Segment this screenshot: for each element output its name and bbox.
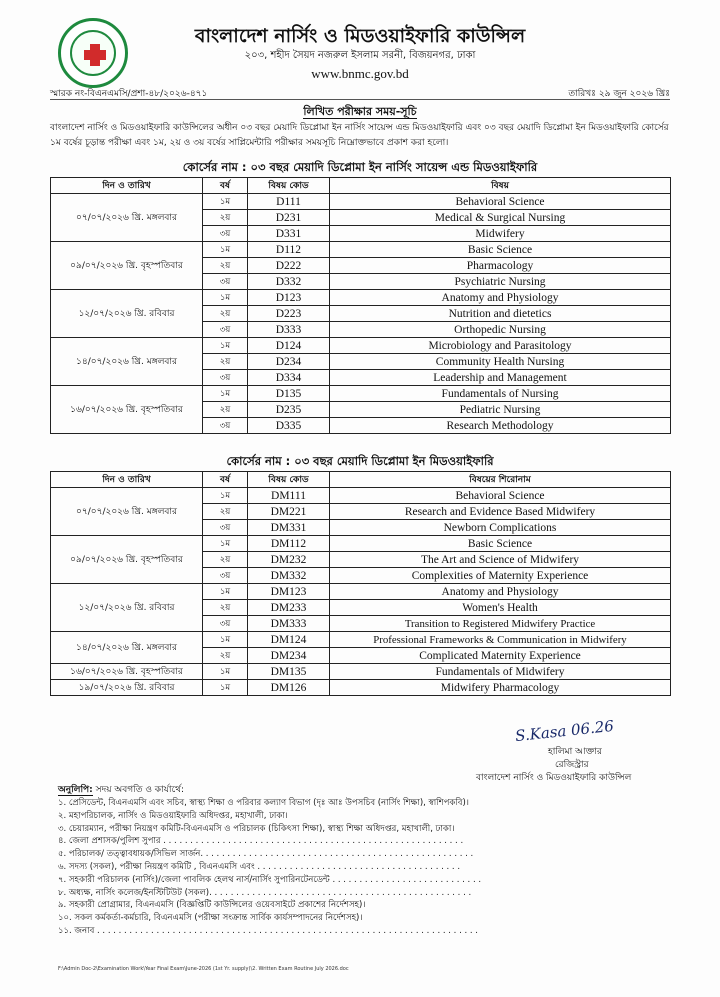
column-header: বর্ষ [203,472,248,488]
subject-code-cell: D135 [248,386,330,402]
subject-cell: Behavioral Science [330,488,671,504]
exam-date-cell: ১৬/০৭/২০২৬ খ্রি. বৃহস্পতিবার [51,664,203,680]
subject-code-cell: DM232 [248,552,330,568]
copy-list-item: ৫. পরিচালক/ তত্ত্বাবধায়ক/সিভিল সার্জন. . . . . . . . . . . . . . . . . . . . . . . . . . . . . . . . . . . . . . . . . . . . . . . . . . . [58,849,474,860]
table-header-row [51,472,671,488]
copy-list-item: ৭. সহকারী পরিচালক (নার্সিং)/জেলা পাবলিক হেলথ নার্স/নার্সিং সুপারিনটেনডেন্ট . . . . . . . . . . . . . . . . . . . . . . . . . . . . [58,874,482,885]
year-cell: ৩য় [203,370,248,386]
year-cell: ৩য় [203,322,248,338]
signatory-designation: রেজিস্ট্রার [555,760,589,770]
table-row [51,680,671,696]
memo-number: স্মারক নং-বিএনএমসি/প্রশা-৪৮/২০২৬-৪৭১ [50,89,208,99]
subject-cell: Women's Health [330,600,671,616]
year-cell: ৩য় [203,520,248,536]
schedule-title: লিখিত পরীক্ষার সময়-সূচি [303,105,417,118]
schedule-table-nursing [50,177,671,434]
subject-cell: Medical & Surgical Nursing [330,210,671,226]
subject-cell: Fundamentals of Nursing [330,386,671,402]
subject-code-cell: DM333 [248,616,330,632]
copy-list-item: ৩. চেয়ারম্যান, পরীক্ষা নিয়ন্ত্রণ কমিটি-বিএনএমসি ও পরিচালক (চিকিৎসা শিক্ষা), স্বাস্থ্য শিক্ষা অধিদপ্তর, মহাখালী, ঢাকা। [58,823,455,834]
column-header: বর্ষ [203,178,248,194]
year-cell: ১ম [203,290,248,306]
subject-cell: Pharmacology [330,258,671,274]
year-cell: ২য় [203,402,248,418]
subject-code-cell: DM221 [248,504,330,520]
subject-code-cell: D124 [248,338,330,354]
subject-cell: Fundamentals of Midwifery [330,664,671,680]
table-row [51,194,671,210]
subject-cell: Nutrition and dietetics [330,306,671,322]
subject-code-cell: D334 [248,370,330,386]
subject-cell: Anatomy and Physiology [330,290,671,306]
memo-date: তারিখঃ ২৯ জুন ২০২৬ খ্রিঃ [568,89,670,99]
year-cell: ২য় [203,552,248,568]
copy-heading: অনুলিপি: সদয় অবগতি ও কার্যার্থে: [58,785,184,795]
subject-code-cell: D231 [248,210,330,226]
exam-date-cell: ০৯/০৭/২০২৬ খ্রি. বৃহস্পতিবার [51,536,203,584]
subject-cell: Midwifery Pharmacology [330,680,671,696]
table-row [51,242,671,258]
signatory-name: হালিমা আক্তার [548,747,602,757]
year-cell: ৩য় [203,616,248,632]
table-row [51,290,671,306]
exam-date-cell: ১২/০৭/২০২৬ খ্রি. রবিবার [51,584,203,632]
year-cell: ২য় [203,600,248,616]
table-row [51,584,671,600]
subject-cell: Complexities of Maternity Experience [330,568,671,584]
subject-cell: Basic Science [330,242,671,258]
schedule-table-midwifery [50,471,671,696]
exam-date-cell: ১২/০৭/২০২৬ খ্রি. রবিবার [51,290,203,338]
course-title-midwifery: কোর্সের নাম : ০৩ বছর মেয়াদি ডিপ্লোমা ইন মিডওয়াইফারি [226,454,494,468]
table-row [51,488,671,504]
subject-code-cell: D331 [248,226,330,242]
copy-list-item: ৬. সদস্য (সকল), পরীক্ষা নিয়ন্ত্রণ কমিটি , বিএনএমসি এবং . . . . . . . . . . . . . . . . . . . . . . . . . . . . . . . . . . . . . . [58,861,461,872]
subject-cell: Midwifery [330,226,671,242]
subject-code-cell: D333 [248,322,330,338]
subject-code-cell: DM123 [248,584,330,600]
copy-list-item: ২. মহাপরিচালক, নার্সিং ও মিডওয়াইফারি অধিদপ্তর, মহাখালী, ঢাকা। [58,810,288,821]
exam-date-cell: ১৪/০৭/২০২৬ খ্রি. মঙ্গলবার [51,632,203,664]
subject-code-cell: D123 [248,290,330,306]
subject-cell: Transition to Registered Midwifery Practice [330,616,671,632]
exam-date-cell: ০৭/০৭/২০২৬ খ্রি. মঙ্গলবার [51,488,203,536]
subject-code-cell: DM126 [248,680,330,696]
copy-list-item: ১০. সকল কর্মকর্তা-কর্মচারি, বিএনএমসি (পরীক্ষা সংক্রান্ত সার্বিক কার্যসম্পাদনের নির্দেশসহ)। [58,913,363,924]
year-cell: ১ম [203,194,248,210]
subject-code-cell: DM332 [248,568,330,584]
year-cell: ২য় [203,354,248,370]
year-cell: ১ম [203,632,248,648]
column-header: বিষয় কোড [248,472,330,488]
subject-code-cell: D235 [248,402,330,418]
column-header: বিষয় কোড [248,178,330,194]
year-cell: ১ম [203,584,248,600]
subject-cell: Leadership and Management [330,370,671,386]
subject-cell: Anatomy and Physiology [330,584,671,600]
column-header: বিষয় [330,178,671,194]
exam-date-cell: ০৯/০৭/২০২৬ খ্রি. বৃহস্পতিবার [51,242,203,290]
year-cell: ২য় [203,306,248,322]
organization-website: www.bnmc.gov.bd [311,66,409,81]
table-row [51,536,671,552]
subject-cell: Research and Evidence Based Midwifery [330,504,671,520]
subject-code-cell: DM124 [248,632,330,648]
exam-date-cell: ০৭/০৭/২০২৬ খ্রি. মঙ্গলবার [51,194,203,242]
subject-cell: The Art and Science of Midwifery [330,552,671,568]
table-row [51,386,671,402]
subject-cell: Newborn Complications [330,520,671,536]
subject-code-cell: D234 [248,354,330,370]
subject-code-cell: DM111 [248,488,330,504]
signatory-organization: বাংলাদেশ নার্সিং ও মিডওয়াইফারি কাউন্সিল [476,773,632,783]
year-cell: ১ম [203,488,248,504]
course-title-nursing: কোর্সের নাম : ০৩ বছর মেয়াদি ডিপ্লোমা ইন নার্সিং সায়েন্স এন্ড মিডওয়াইফারি [182,160,538,174]
year-cell: ১ম [203,338,248,354]
memo-line [50,86,670,100]
subject-cell: Orthopedic Nursing [330,322,671,338]
copy-list-item: ৮. অধ্যক্ষ, নার্সিং কলেজ/ইনস্টিটিউট (সকল). . . . . . . . . . . . . . . . . . . . . . . . . . . . . . . . . . . . . . . . . . . . . . . . . [58,887,472,898]
year-cell: ২য় [203,504,248,520]
table-row [51,632,671,648]
copy-list-item: ৯. সহকারী প্রোগ্রামার, বিএনএমসি (বিজ্ঞপ্তিটি কাউন্সিলের ওয়েবসাইটে প্রকাশের নির্দেশসহ)। [58,900,366,911]
table-row [51,664,671,680]
exam-date-cell: ১৪/০৭/২০২৬ খ্রি. মঙ্গলবার [51,338,203,386]
year-cell: ২য় [203,648,248,664]
year-cell: ১ম [203,386,248,402]
organization-name: বাংলাদেশ নার্সিং ও মিডওয়াইফারি কাউন্সিল [194,25,526,47]
subject-code-cell: DM234 [248,648,330,664]
exam-date-cell: ১৬/০৭/২০২৬ খ্রি. বৃহস্পতিবার [51,386,203,434]
year-cell: ১ম [203,242,248,258]
file-path-footer: F:\Admin Doc-2\Examination Work\Year Final Exam\June-2026 (1st Yr. supply)\2. Written Exam Routine July 2026.doc [58,966,349,972]
organization-address: ২০৩, শহীদ সৈয়দ নজরুল ইসলাম সরনী, বিজয়নগর, ঢাকা [244,50,476,61]
year-cell: ১ম [203,664,248,680]
subject-code-cell: DM233 [248,600,330,616]
subject-code-cell: DM331 [248,520,330,536]
year-cell: ২য় [203,258,248,274]
subject-cell: Psychiatric Nursing [330,274,671,290]
column-header: দিন ও তারিখ [51,178,203,194]
subject-cell: Pediatric Nursing [330,402,671,418]
year-cell: ৩য় [203,226,248,242]
subject-cell: Basic Science [330,536,671,552]
subject-code-cell: DM112 [248,536,330,552]
year-cell: ৩য় [203,418,248,434]
table-row [51,338,671,354]
year-cell: ৩য় [203,274,248,290]
subject-cell: Professional Frameworks & Communication in Midwifery [330,632,671,648]
subject-cell: Community Health Nursing [330,354,671,370]
intro-paragraph: বাংলাদেশ নার্সিং ও মিডওয়াইফারি কাউন্সিলের অধীন ০৩ বছর মেয়াদি ডিপ্লোমা ইন নার্সিং সায়েন্স এন্ড মিডওয়াইফারি এবং ০৩ বছর মেয়াদি ডিপ্লোমা ইন মিডওয়াইফারি কোর্সের ১ম বর্ষের চূড়ান্ত পরীক্ষা এবং ১ম, ২য় ও ৩য় বর্ষের সাপ্লিমেন্টারি পরীক্ষার সময়সূচি নিম্নোক্তভাবে প্রকাশ করা হলো। [50,123,669,148]
year-cell: ৩য় [203,568,248,584]
copy-list-item: ১. প্রেসিডেন্ট, বিএনএমসি এবং সচিব, স্বাস্থ্য শিক্ষা ও পরিবার কল্যাণ বিভাগ (দৃঃ আঃ উপসচিব (নার্সিং শিক্ষা), স্বাশিপকবি)। [58,798,469,808]
exam-date-cell: ১৯/০৭/২০২৬ খ্রি. রবিবার [51,680,203,696]
copy-list-item: ৪. জেলা প্রশাসক/পুলিশ সুপার . . . . . . . . . . . . . . . . . . . . . . . . . . . . . . . . . . . . . . . . . . . . . . . . . . . . . . . . [58,836,464,847]
table-header-row [51,178,671,194]
subject-code-cell: D335 [248,418,330,434]
copy-list-item: ১১. জনাব . . . . . . . . . . . . . . . . . . . . . . . . . . . . . . . . . . . . . . . . . . . . . . . . . . . . . . . . . . . . . . . . . . . . . . . [58,925,478,936]
subject-cell: Research Methodology [330,418,671,434]
subject-code-cell: D223 [248,306,330,322]
year-cell: ২য় [203,210,248,226]
column-header: বিষয়ের শিরোনাম [330,472,671,488]
registrar-signature: S.Kasa 06.26 [514,716,615,746]
copy-distribution-list [58,797,658,938]
subject-code-cell: D222 [248,258,330,274]
year-cell: ১ম [203,536,248,552]
subject-cell: Behavioral Science [330,194,671,210]
subject-code-cell: D112 [248,242,330,258]
subject-cell: Complicated Maternity Experience [330,648,671,664]
subject-code-cell: D111 [248,194,330,210]
subject-code-cell: D332 [248,274,330,290]
column-header: দিন ও তারিখ [51,472,203,488]
subject-cell: Microbiology and Parasitology [330,338,671,354]
year-cell: ১ম [203,680,248,696]
subject-code-cell: DM135 [248,664,330,680]
